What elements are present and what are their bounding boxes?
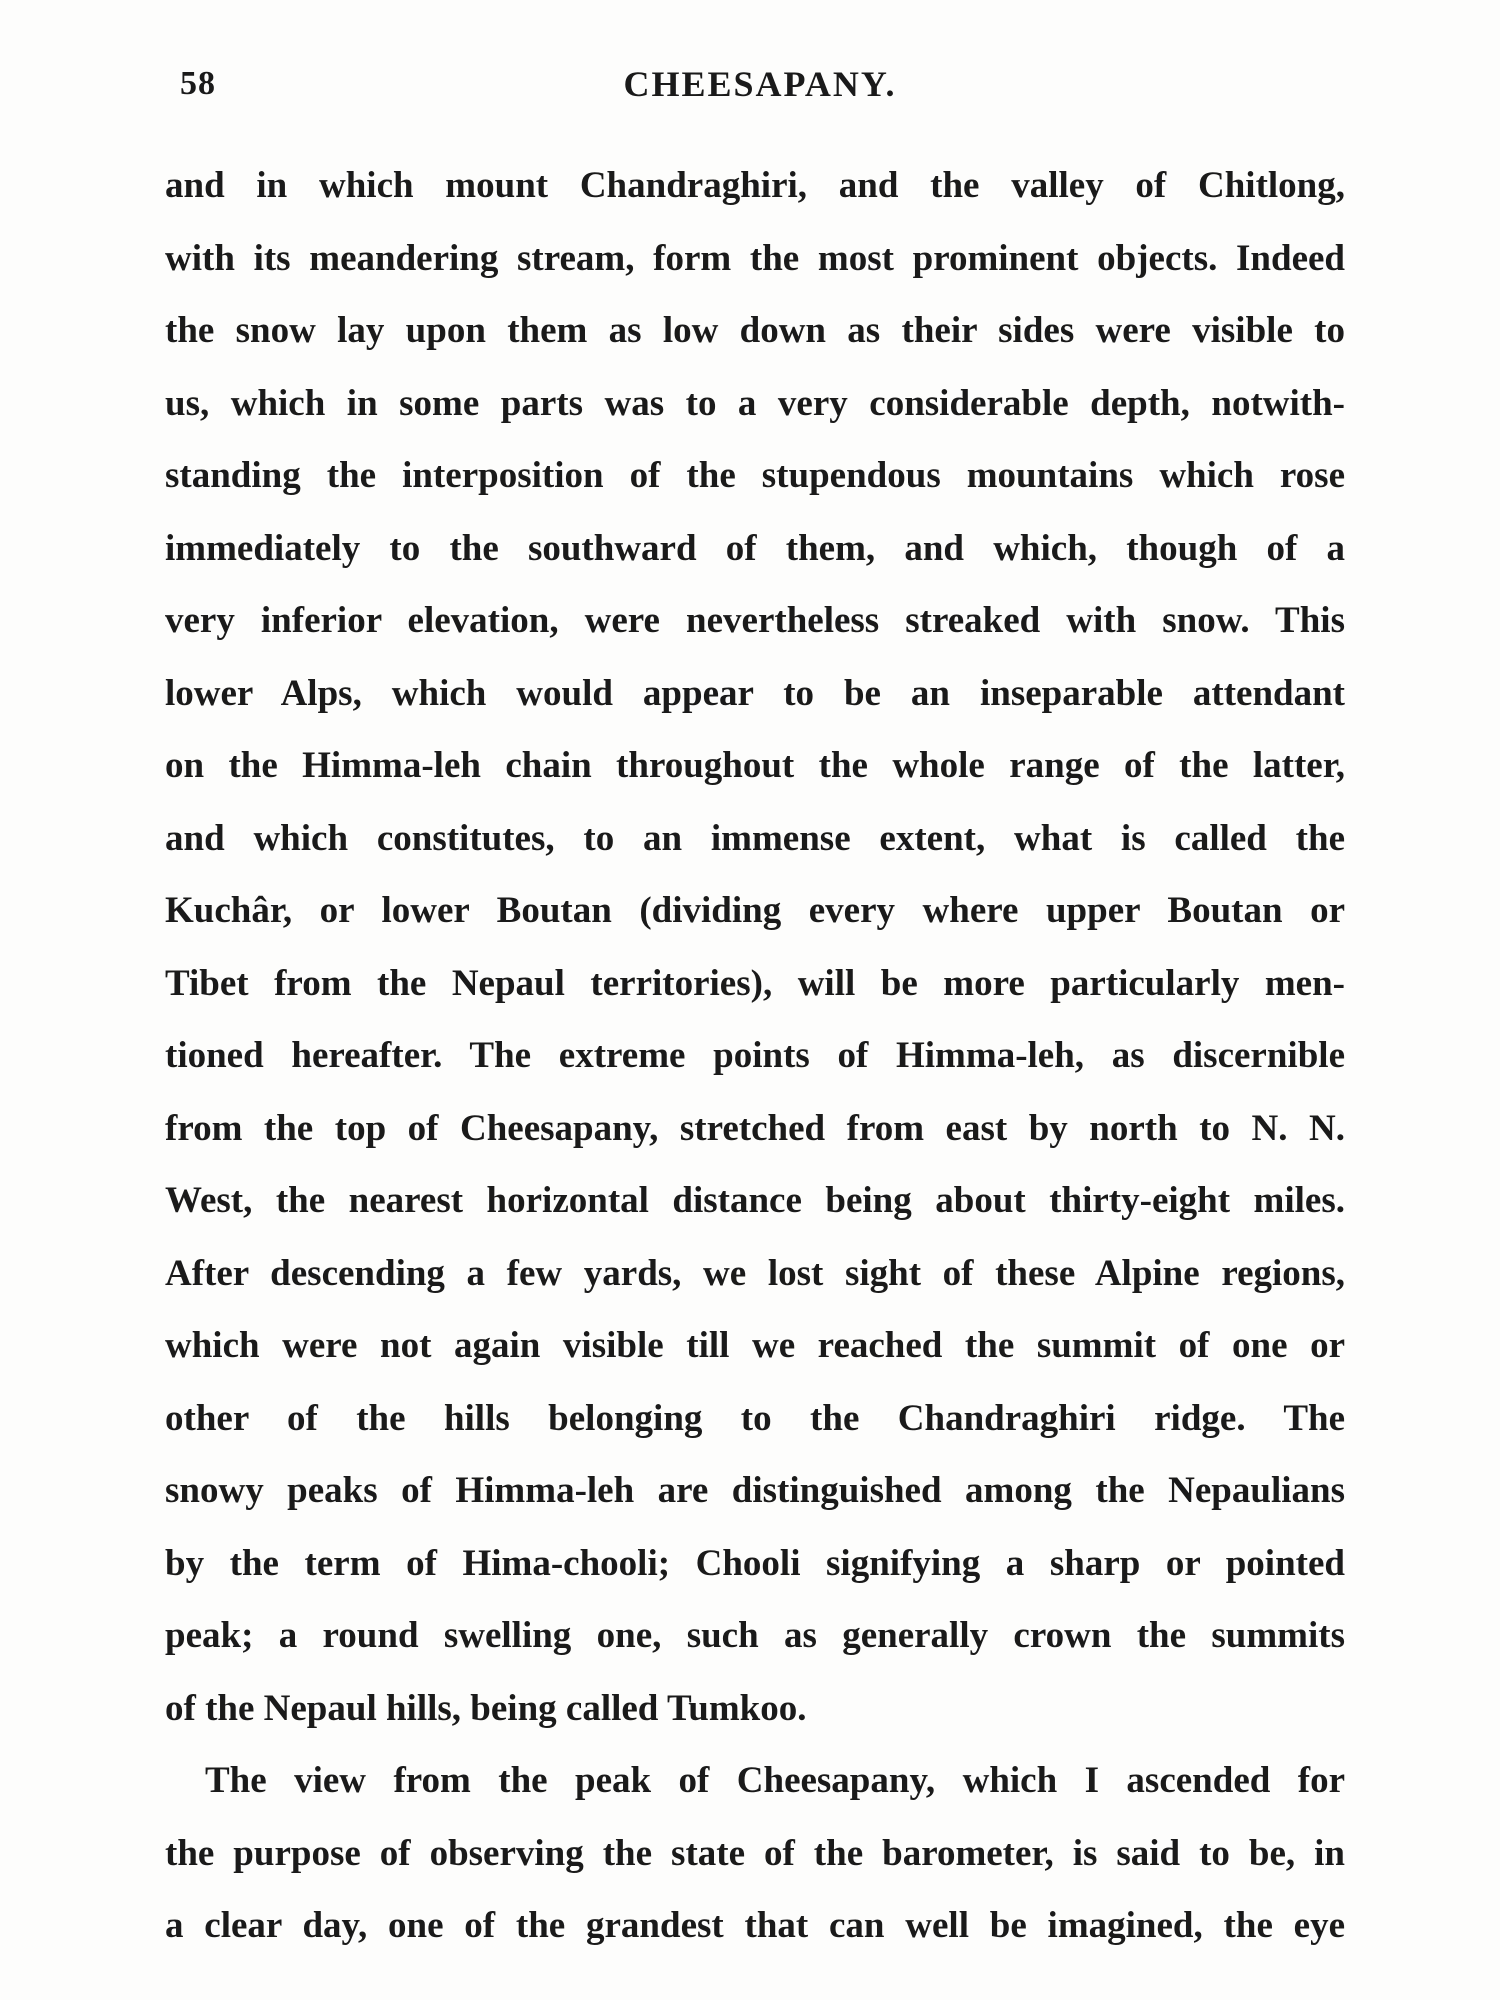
text-line: immediately to the southward of them, and which, though of a — [165, 527, 1345, 569]
paragraph-start-line: The view from the peak of Cheesapany, which I ascended for — [205, 1760, 1345, 1801]
running-head — [170, 55, 1350, 115]
text-line: peak; a round swelling one, such as generally crown the summits — [165, 1615, 1345, 1656]
text-line: on the Himma-leh chain throughout the whole range of the latter, — [165, 745, 1345, 786]
text-line: standing the interposition of the stupendous mountains which rose — [165, 455, 1345, 496]
text-line: the purpose of observing the state of the barometer, is said to be, in — [165, 1832, 1345, 1874]
page-number: 58 — [180, 65, 216, 102]
text-line: other of the hills belonging to the Chandraghiri ridge. The — [165, 1397, 1345, 1439]
text-line: Kuchâr, or lower Boutan (dividing every where upper Boutan or — [165, 890, 1345, 931]
text-line: a clear day, one of the grandest that can well be imagined, the eye — [165, 1905, 1345, 1946]
page-title: CHEESAPANY. — [623, 64, 897, 104]
text-line: West, the nearest horizontal distance being about thirty-eight miles. — [165, 1180, 1345, 1221]
text-line: from the top of Cheesapany, stretched from east by north to N. N. — [165, 1107, 1345, 1149]
text-line: by the term of Hima-chooli; Chooli signifying a sharp or pointed — [165, 1542, 1345, 1584]
text-line: very inferior elevation, were nevertheless streaked with snow. This — [165, 600, 1345, 641]
text-line: Tibet from the Nepaul territories), will be more particularly men- — [165, 962, 1345, 1004]
body-text — [165, 150, 1345, 1963]
text-line: us, which in some parts was to a very considerable depth, notwith- — [165, 382, 1345, 424]
paragraph-end-line: of the Nepaul hills, being called Tumkoo. — [165, 1687, 807, 1729]
text-line: with its meandering stream, form the most prominent objects. Indeed — [165, 237, 1345, 279]
text-line: the snow lay upon them as low down as their sides were visible to — [165, 310, 1345, 351]
text-line: snowy peaks of Himma-leh are distinguished among the Nepaulians — [165, 1470, 1345, 1511]
text-line: and which constitutes, to an immense extent, what is called the — [165, 817, 1345, 859]
text-line: After descending a few yards, we lost sight of these Alpine regions, — [165, 1252, 1345, 1294]
text-line: which were not again visible till we reached the summit of one or — [165, 1325, 1345, 1366]
text-line: lower Alps, which would appear to be an inseparable attendant — [165, 672, 1345, 714]
text-line: tioned hereafter. The extreme points of Himma-leh, as discernible — [165, 1035, 1345, 1076]
text-line: and in which mount Chandraghiri, and the valley of Chitlong, — [165, 165, 1345, 206]
